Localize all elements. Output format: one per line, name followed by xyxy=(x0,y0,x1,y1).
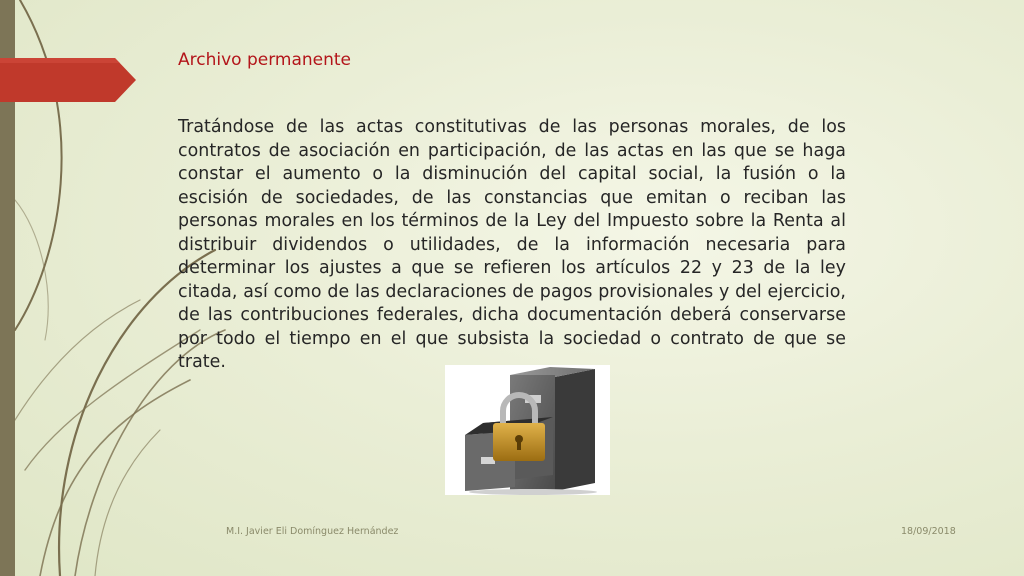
slide-title: Archivo permanente xyxy=(178,50,352,70)
footer-author: M.I. Javier Eli Domínguez Hernández xyxy=(226,526,399,537)
slide-body-text: Tratándose de las actas constitutivas de las personas morales, de los contratos de asociación en participación, de las actas en las que se haga constar el aumento o la disminución del capital social, la fusión o la escisión de sociedades, de las constancias que emitan o reciban las personas morales en los términos de la Ley del Impuesto sobre la Renta al distribuir dividendos o utilidades, de la información necesaria para determinar los ajustes a que se refieren los artículos 22 y 23 de la ley citada, así como de las declaraciones de pagos provisionales y del ejercicio, de las contribuciones federales, dicha documentación deberá conservarse por todo el tiempo en el que subsista la sociedad o contrato de que se trate. xyxy=(178,117,846,372)
title-accent-arrow xyxy=(0,58,136,102)
footer-date: 18/09/2018 xyxy=(901,526,956,537)
locked-filing-cabinet-icon xyxy=(445,365,610,495)
